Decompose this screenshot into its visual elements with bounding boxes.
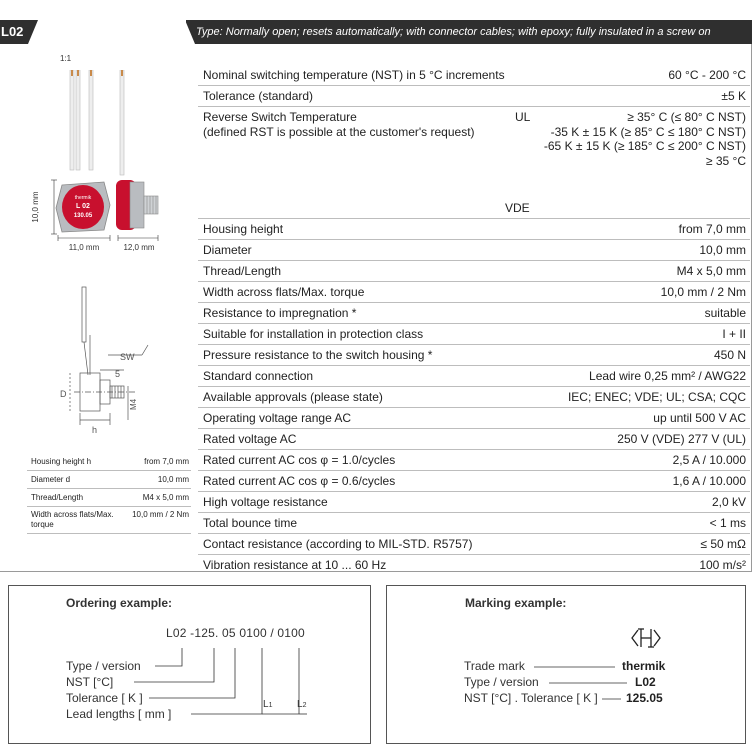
dims-label: Width across flats/Max. torque — [31, 510, 114, 529]
rst-label-line-1: Reverse Switch Temperature — [203, 110, 357, 124]
dims-label: Diameter d — [31, 475, 71, 484]
spec-row — [198, 513, 750, 534]
marking-line-type: Type / version — [464, 675, 539, 689]
drawing-dim-d: D — [60, 389, 67, 399]
spec-label: Thread/Length — [203, 264, 282, 278]
spec-value: 2,5 A / 10.000 — [672, 453, 746, 467]
ordering-example-box — [8, 585, 371, 744]
spec-value: 2,0 kV — [711, 495, 746, 509]
ordering-title: Ordering example: — [66, 596, 173, 610]
spec-label: Suitable for installation in protection class — [203, 327, 424, 341]
photo-mark-line-1: thermik — [74, 195, 92, 201]
spec-value: up until 500 V AC — [653, 411, 746, 425]
dims-value: M4 x 5,0 mm — [142, 493, 189, 502]
spec-row — [198, 86, 750, 107]
spec-label: Housing height — [203, 222, 284, 236]
marking-line-trade-mark: Trade mark — [464, 659, 525, 673]
spec-label: Contact resistance (according to MIL-STD. R5757) — [203, 537, 473, 551]
rst-value: -35 K ± 15 K (≥ 85° C ≤ 180° C NST) — [550, 124, 746, 139]
spec-row — [198, 282, 750, 303]
spec-value: Lead wire 0,25 mm² / AWG22 — [589, 369, 746, 383]
spec-row — [198, 387, 750, 408]
ordering-line-nst: NST [°C] — [66, 675, 114, 689]
spec-label: Pressure resistance to the switch housing * — [203, 348, 433, 362]
marking-line-nst-tolerance: NST [°C] . Tolerance [ K ] — [464, 691, 598, 705]
spec-row — [198, 366, 750, 387]
spec-label: Tolerance (standard) — [203, 89, 314, 103]
spec-label: Diameter — [203, 243, 252, 257]
dims-row — [27, 507, 191, 534]
dims-value: 10,0 mm — [157, 475, 189, 484]
photo-width-left-label: 11,0 mm — [68, 243, 100, 252]
spec-row — [198, 219, 750, 240]
lead-length-l2: L2 — [297, 699, 307, 710]
technical-drawing — [50, 285, 170, 440]
spec-value: from 7,0 mm — [678, 222, 746, 236]
dims-row — [27, 453, 191, 471]
spec-row — [198, 65, 750, 86]
rst-vde-label: VDE — [505, 201, 530, 215]
photo-width-right-label: 12,0 mm — [123, 243, 155, 252]
spec-label: Operating voltage range AC — [203, 411, 352, 425]
drawing-sw-label: SW — [120, 352, 135, 362]
spec-label: Total bounce time — [203, 516, 298, 530]
spec-row-reverse-switch-temperature — [198, 107, 750, 219]
ordering-leader-lines — [9, 586, 372, 745]
spec-label: Resistance to impregnation * — [203, 306, 357, 320]
spec-value: IEC; ENEC; VDE; UL; CSA; CQC — [567, 390, 746, 404]
rst-label-line-2: (defined RST is possible at the customer's request) — [203, 125, 475, 139]
type-description-bar: Type: Normally open; resets automatically; with connector cables; with epoxy; fully insulated in a screw on housing — [186, 20, 752, 44]
dims-label: Thread/Length — [31, 493, 84, 502]
spec-value: ±5 K — [721, 89, 746, 103]
rst-value: -65 K ± 15 K (≥ 185° C ≤ 200° C NST) — [543, 139, 746, 153]
spec-row — [198, 240, 750, 261]
marking-value-nst-tolerance: 125.05 — [626, 691, 663, 705]
rst-value: ≥ 35° C (≤ 80° C NST) — [627, 110, 746, 124]
dimensions-table — [27, 453, 191, 534]
spec-row — [198, 261, 750, 282]
spec-value: < 1 ms — [709, 516, 746, 530]
spec-value: 100 m/s² — [699, 558, 746, 572]
spec-value: M4 x 5,0 mm — [676, 264, 746, 278]
drawing-dim-h: h — [92, 425, 98, 435]
ordering-line-tolerance: Tolerance [ K ] — [66, 691, 143, 705]
spec-table — [198, 65, 750, 576]
spec-value: ≤ 50 mΩ — [700, 537, 746, 551]
drawing-dim-5: 5 — [115, 369, 121, 379]
product-photo — [24, 70, 174, 265]
spec-label: Rated current AC cos φ = 0.6/cycles — [203, 474, 396, 488]
spec-label: Vibration resistance at 10 ... 60 Hz — [203, 558, 387, 572]
ordering-code: L02 -125. 05 0100 / 0100 — [166, 626, 305, 640]
photo-mark-line-3: 130.05 — [73, 213, 93, 219]
ordering-line-type: Type / version — [66, 659, 141, 673]
dims-row — [27, 489, 191, 507]
spec-label: Rated voltage AC — [203, 432, 297, 446]
spec-row — [198, 555, 750, 576]
marking-title: Marking example: — [465, 596, 567, 610]
spec-value: 60 °C - 200 °C — [668, 68, 746, 82]
ordering-line-lead-lengths: Lead lengths [ mm ] — [66, 707, 172, 721]
spec-value: suitable — [704, 306, 746, 320]
photo-height-label: 10,0 mm — [31, 191, 40, 223]
spec-value: 450 N — [713, 348, 746, 362]
spec-row — [198, 345, 750, 366]
photo-mark-line-2: L 02 — [76, 203, 90, 210]
rst-value: ≥ 35 °C — [705, 153, 746, 168]
dims-value: 10,0 mm / 2 Nm — [132, 510, 189, 519]
dims-label: Housing height h — [31, 457, 92, 466]
spec-label: Standard connection — [203, 369, 314, 383]
spec-row — [198, 471, 750, 492]
scale-label: 1:1 — [60, 54, 72, 63]
marking-value-trade-mark: thermik — [622, 659, 666, 673]
spec-row — [198, 303, 750, 324]
spec-row — [198, 450, 750, 471]
spec-label: Width across flats/Max. torque — [203, 285, 365, 299]
spec-label: Rated current AC cos φ = 1.0/cycles — [203, 453, 396, 467]
spec-row — [198, 408, 750, 429]
dims-value: from 7,0 mm — [144, 457, 189, 466]
spec-label: High voltage resistance — [203, 495, 328, 509]
spec-label: Available approvals (please state) — [203, 390, 383, 404]
spec-value: 10,0 mm / 2 Nm — [660, 285, 746, 299]
spec-value: 250 V (VDE) 277 V (UL) — [617, 432, 746, 446]
spec-value: I + II — [722, 327, 746, 341]
rst-ul-label: UL — [515, 110, 531, 124]
marking-example-box — [386, 585, 746, 744]
spec-label: Nominal switching temperature (NST) in 5 °C increments — [203, 68, 505, 82]
marking-leader-lines — [387, 586, 747, 745]
model-tab: L02 — [0, 20, 28, 44]
drawing-dim-m4: M4 — [129, 398, 138, 410]
lead-length-l1: L1 — [263, 699, 273, 710]
spec-value: 1,6 A / 10.000 — [672, 474, 746, 488]
spec-row — [198, 492, 750, 513]
marking-value-type: L02 — [635, 675, 656, 689]
spec-row — [198, 429, 750, 450]
spec-value: 10,0 mm — [699, 243, 746, 257]
dims-row — [27, 471, 191, 489]
spec-row — [198, 324, 750, 345]
spec-row — [198, 534, 750, 555]
